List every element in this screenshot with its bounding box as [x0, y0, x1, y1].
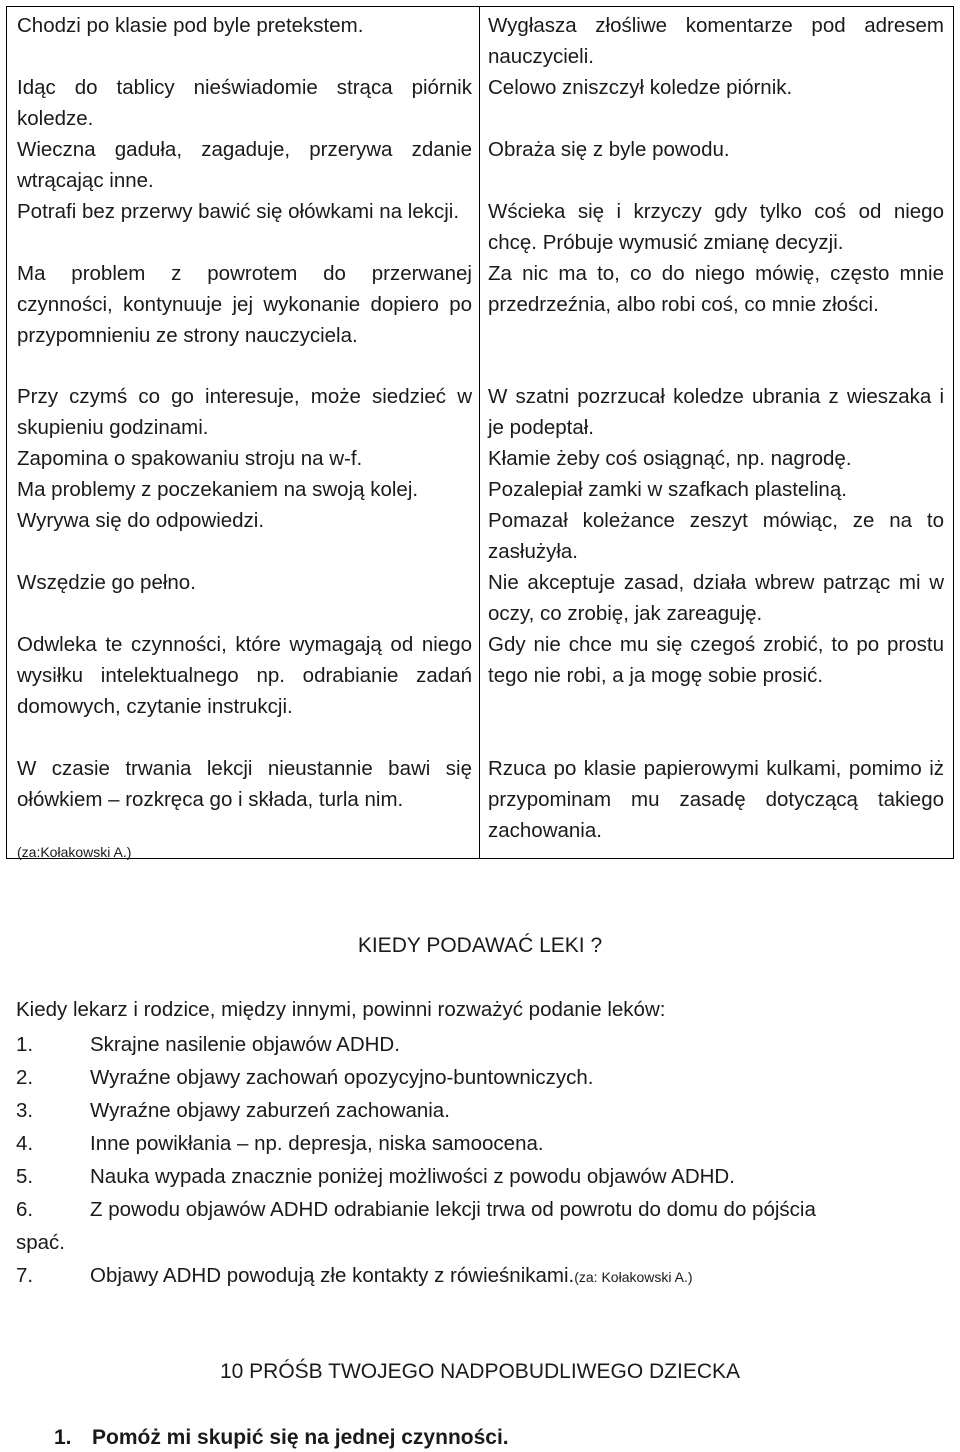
right-cell: Gdy nie chce mu się czegoś zrobić, to po prostu tego nie robi, a ja mogę sobie prosić. [488, 633, 944, 687]
item-text: Wyraźne objawy zaburzeń zachowania. [90, 1099, 450, 1122]
list-item [16, 1094, 960, 1127]
left-cell: Zapomina o spakowaniu stroju na w-f. [17, 447, 363, 470]
item-text: Skrajne nasilenie objawów ADHD. [90, 1033, 400, 1056]
section-heading-requests: 10 PRÓŚB TWOJEGO NADPOBUDLIWEGO DZIECKA [219, 1360, 741, 1383]
request-item [54, 1424, 509, 1452]
left-cell: Chodzi po klasie pod byle pretekstem. [17, 14, 364, 37]
left-cell: Potrafi bez przerwy bawić się ołówkami na lekcji. [17, 200, 460, 223]
item-number: 2. [16, 1066, 34, 1089]
item-number: 1. [16, 1033, 34, 1056]
right-cell: Za nic ma to, co do niego mówię, często mnie przedrzeźnia, albo robi coś, co mnie złości. [488, 262, 944, 316]
right-cell: Pomazał koleżance zeszyt mówiąc, ze na to zasłużyła. [488, 509, 944, 563]
table-source: (za:Kołakowski A.) [17, 844, 132, 860]
item-text: Wyraźne objawy zachowań opozycyjno-buntowniczych. [90, 1066, 594, 1089]
item-number: 4. [16, 1132, 34, 1155]
item-text: Z powodu objawów ADHD odrabianie lekcji trwa od powrotu do domu do pójścia [90, 1198, 816, 1221]
item-text: Objawy ADHD powodują złe kontakty z rówieśnikami. [90, 1264, 575, 1287]
item-text: Inne powikłania – np. depresja, niska samoocena. [90, 1132, 544, 1155]
item-number: 1. [54, 1426, 72, 1449]
left-cell: Przy czymś co go interesuje, może siedzieć w skupieniu godzinami. [17, 385, 472, 439]
item-number: 5. [16, 1165, 34, 1188]
list-item [16, 1061, 960, 1094]
left-cell: Idąc do tablicy nieświadomie strąca piórnik koledze. [17, 76, 472, 130]
item-number: 6. [16, 1198, 34, 1221]
list-item [16, 1193, 960, 1259]
right-cell: Obraża się z byle powodu. [488, 138, 730, 161]
left-cell: W czasie trwania lekcji nieustannie bawi się ołówkiem – rozkręca go i składa, turla nim. [17, 757, 472, 811]
list-item [16, 1127, 960, 1160]
medication-criteria-list [16, 1028, 960, 1294]
section-intro: Kiedy lekarz i rodzice, między innymi, powinni rozważyć podanie leków: [16, 998, 666, 1021]
right-cell: Pozalepiał zamki w szafkach plasteliną. [488, 478, 847, 501]
right-cell: Wścieka się i krzyczy gdy tylko coś od niego chcę. Próbuje wymusić zmianę decyzji. [488, 200, 944, 254]
left-cell: Ma problemy z poczekaniem na swoją kolej. [17, 478, 419, 501]
item-text: Nauka wypada znacznie poniżej możliwości z powodu objawów ADHD. [90, 1165, 735, 1188]
left-cell: Wieczna gaduła, zagaduje, przerywa zdanie wtrącając inne. [17, 138, 472, 192]
left-cell: Ma problem z powrotem do przerwanej czynności, kontynuuje jej wykonanie dopiero po przypomnieniu ze strony nauczyciela. [17, 262, 472, 347]
left-cell: Odwleka te czynności, które wymagają od niego wysiłku intelektualnego np. odrabianie zadań domowych, czytanie instrukcji. [17, 633, 472, 718]
left-cell: Wyrywa się do odpowiedzi. [17, 509, 265, 532]
item-number: 3. [16, 1099, 34, 1122]
section-heading-medication: KIEDY PODAWAĆ LEKI ? [357, 934, 603, 957]
list-item [16, 1160, 960, 1193]
right-cell: Wygłasza złośliwe komentarze pod adresem nauczycieli. [488, 14, 944, 68]
right-cell: Celowo zniszczył koledze piórnik. [488, 76, 793, 99]
list-item [16, 1028, 960, 1061]
right-cell: Rzuca po klasie papierowymi kulkami, pomimo iż przypominam mu zasadę dotyczącą takiego zachowania. [488, 757, 944, 842]
item-text-continuation: spać. [16, 1231, 65, 1254]
item-number: 7. [16, 1264, 34, 1287]
column-divider [479, 7, 480, 858]
item-text: Pomóż mi skupić się na jednej czynności. [92, 1426, 509, 1449]
right-cell: W szatni pozrzucał koledze ubrania z wieszaka i je podeptał. [488, 385, 944, 439]
right-cell: Kłamie żeby coś osiągnąć, np. nagrodę. [488, 447, 852, 470]
left-cell: Wszędzie go pełno. [17, 571, 196, 594]
comparison-table [6, 6, 954, 859]
list-item [16, 1259, 960, 1294]
right-cell: Nie akceptuje zasad, działa wbrew patrząc mi w oczy, co zrobię, jak zareaguję. [488, 571, 944, 625]
item-source: (za: Kołakowski A.) [574, 1269, 693, 1285]
